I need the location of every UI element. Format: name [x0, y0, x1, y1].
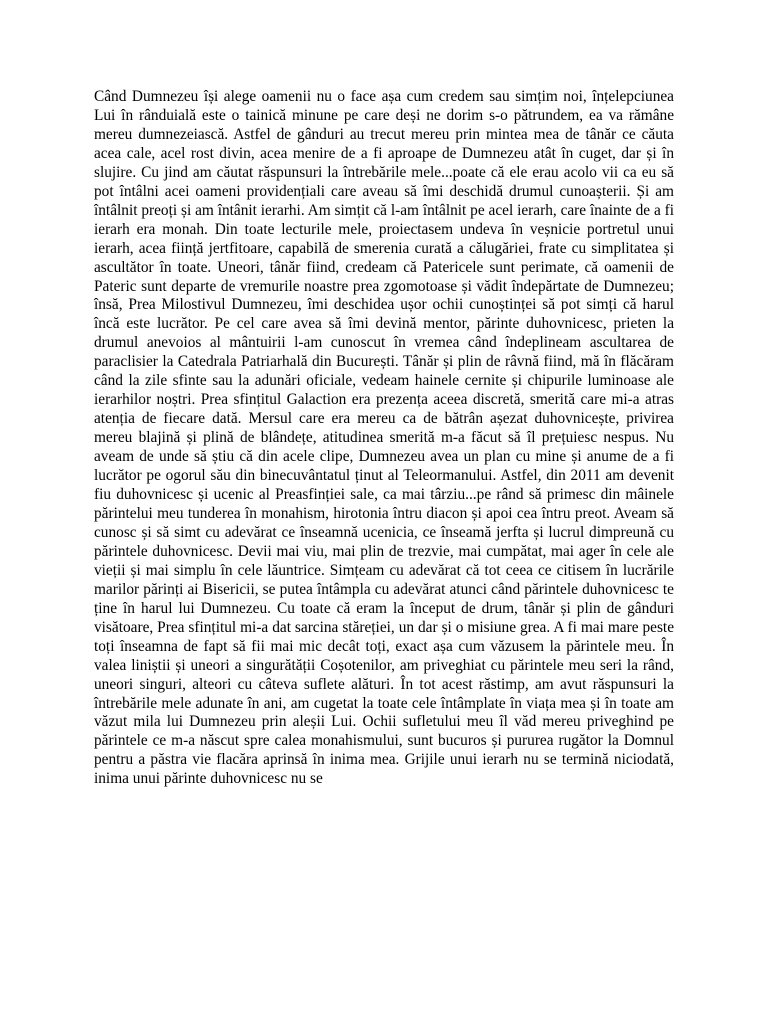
body-paragraph: Când Dumnezeu își alege oamenii nu o face așa cum credem sau simțim noi, înțelepciunea Lui în rânduială este o tainică minune pe care deși ne dorim s-o pătrundem, ea va rămâne mereu dumnezeiască. Astfel de gânduri au trecut mereu prin mintea mea de tânăr ce căuta acea cale, acel rost divin, acea menire de a fi aproape de Dumnezeu atât în cuget, dar și în slujire. Cu jind am căutat răspunsuri la întrebările mele...poate că ele erau acolo vii ca eu să pot întâlni acei oameni providențiali care aveau să îmi deschidă drumul cunoașterii. Și am întâlnit preoți și am întânit ierarhi. Am simțit că l-am întâlnit pe acel ierarh, care înainte de a fi ierarh era monah. Din toate lecturile mele, proiectasem undeva în veșnicie portretul unui ierarh, acea ființă jertfitoare, capabilă de smerenia curată a călugăriei, frate cu simplitatea și ascultător în toate. Uneori, tânăr fiind, credeam că Patericele sunt perimate, că oamenii de Pateric sunt departe de vremurile noastre prea zgomotoase și vădit îndepărtate de Dumnezeu; însă, Prea Milostivul Dumnezeu, îmi deschidea ușor ochii cunoștinței să pot simți că harul încă este lucrător. Pe cel care avea să îmi devină mentor, părinte duhovnicesc, prieten la drumul anevoios al mântuirii l-am cunoscut în vremea când îndeplineam ascultarea de paraclisier la Catedrala Patriarhală din București. Tânăr și plin de râvnă fiind, mă în flăcăram când la zile sfinte sau la adunări oficiale, vedeam hainele cernite și chipurile luminoase ale ierarhilor noștri. Prea sfințitul Galaction era prezența aceea discretă, smerită care mi-a atras atenția de fiecare dată. Mersul care era mereu ca de bătrân așezat duhovnicește, privirea mereu blajină și plină de blândețe, atitudinea smerită m-a făcut să îl prețuiesc nespus. Nu aveam de unde să știu că din acele clipe, Dumnezeu avea un plan cu mine și anume de a fi lucrător pe ogorul său din binecuvântatul ținut al Teleormanului. Astfel, din 2011 am devenit fiu duhovnicesc și ucenic al Preasfinției sale, ca mai târziu...pe rând să primesc din mâinele părintelui meu tunderea în monahism, hirotonia întru diacon și apoi cea întru preot. Aveam să cunosc și să simt cu adevărat ce înseamnă ucenicia, ce înseamă jerfta și lucrul dimpreună cu părintele duhovnicesc. Devii mai viu, mai plin de trezvie, mai cumpătat, mai ager în cele ale vieții și mai simplu în cele lăuntrice. Simțeam cu adevărat că tot ceea ce citisem în lucrările marilor părinți ai Bisericii, se putea întâmpla cu adevărat atunci când părintele duhovnicesc te ține în harul lui Dumnezeu. Cu toate că eram la început de drum, tânăr și plin de gânduri visătoare, Prea sfințitul mi-a dat sarcina stăreției, un dar și o misiune grea. A fi mai mare peste toți înseamna de fapt să fii mai mic decât toți, exact așa cum văzusem la părintele meu. În valea liniștii și uneori a singurătății Coșotenilor, am priveghiat cu părintele meu seri la rând, uneori singuri, alteori cu câteva suflete alături. În tot acest răstimp, am avut răspunsuri la întrebările mele adunate în ani, am cugetat la toate cele întâmplate în viața mea și în toate am văzut mila lui Dumnezeu prin aleșii Lui. Ochii sufletului meu îl văd mereu priveghind pe părintele ce m-a născut spre calea monahismului, sunt bucuros și pururea rugător la Domnul pentru a păstra vie flacăra aprinsă în inima mea. Grijile unui ierarh nu se termină niciodată, inima unui părinte duhovnicesc nu se	[94, 88, 674, 788]
